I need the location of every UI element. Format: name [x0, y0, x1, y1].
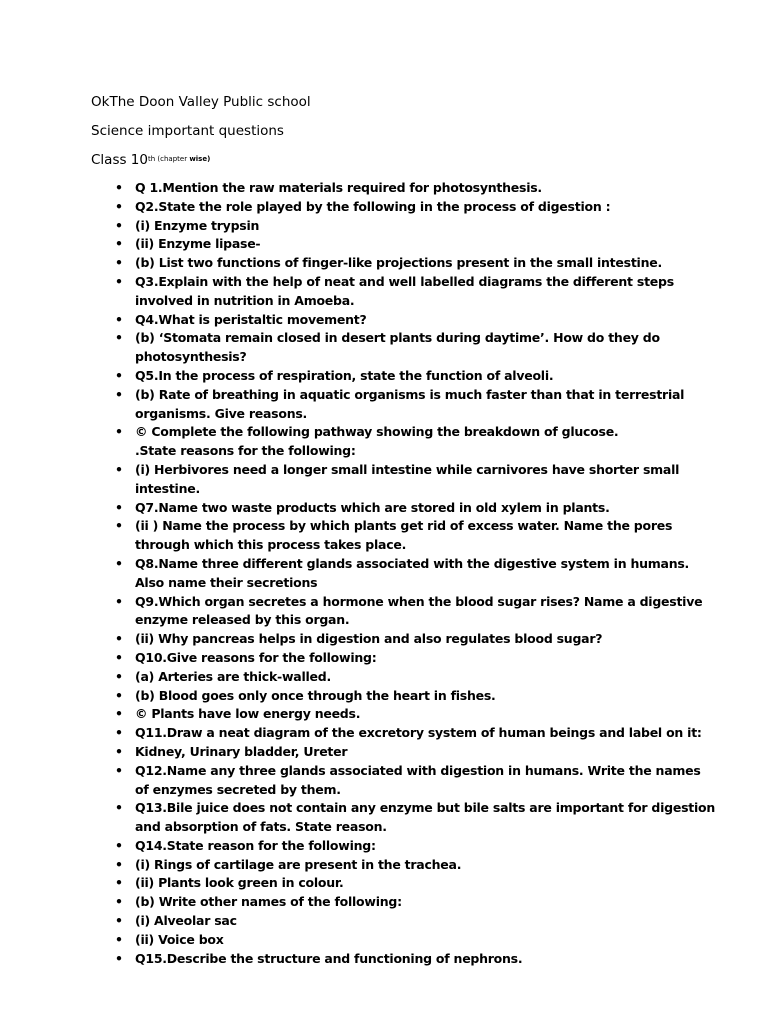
document-title: Science important questions — [91, 123, 284, 139]
question-item — [115, 593, 715, 631]
question-item — [115, 799, 715, 837]
bullet-icon: • — [115, 913, 123, 929]
bullet-icon: • — [115, 198, 123, 214]
bullet-icon: • — [115, 330, 123, 346]
question-item — [115, 423, 715, 442]
question-item — [115, 461, 715, 499]
bullet-icon: • — [115, 706, 123, 722]
question-text: Q12.Name any three glands associated with digestion in humans. Write the names of enzymes secreted by them. — [135, 762, 701, 797]
question-text: © Complete the following pathway showing the breakdown of glucose. — [135, 424, 619, 440]
question-text: (i) Alveolar sac — [135, 913, 237, 929]
bullet-icon: • — [115, 386, 123, 402]
question-text: Q 1.Mention the raw materials required for photosynthesis. — [135, 180, 542, 195]
question-item — [115, 386, 715, 424]
question-item — [115, 235, 715, 254]
question-text: (b) Write other names of the following: — [135, 894, 402, 910]
bullet-icon: • — [115, 631, 123, 647]
bullet-icon: • — [115, 950, 123, 966]
question-text: (ii ) Name the process by which plants get rid of excess water. Name the pores through which this process takes place. — [135, 518, 673, 553]
question-item — [115, 254, 715, 273]
bullet-icon: • — [115, 762, 123, 778]
question-text: (ii) Voice box — [135, 931, 224, 947]
question-text: Q10.Give reasons for the following: — [135, 649, 377, 665]
question-item — [115, 499, 715, 518]
question-text: Q3.Explain with the help of neat and well labelled diagrams the different steps involved in nutrition in Amoeba. — [135, 273, 674, 308]
question-item — [115, 273, 715, 311]
question-item — [115, 198, 715, 217]
question-text: (i) Rings of cartilage are present in the trachea. — [135, 856, 462, 872]
bullet-icon: • — [115, 856, 123, 872]
question-text: Q14.State reason for the following: — [135, 837, 376, 853]
bullet-icon: • — [115, 180, 123, 195]
question-item — [115, 668, 715, 687]
bullet-icon: • — [115, 725, 123, 741]
question-item — [115, 217, 715, 236]
bullet-icon: • — [115, 931, 123, 947]
bullet-icon: • — [115, 687, 123, 703]
question-item — [115, 705, 715, 724]
question-text: (ii) Plants look green in colour. — [135, 875, 344, 891]
question-text: (b) List two functions of finger-like projections present in the small intestine. — [135, 255, 662, 271]
question-item — [115, 931, 715, 950]
bullet-icon: • — [115, 800, 123, 816]
bullet-icon: • — [115, 875, 123, 891]
question-item — [115, 912, 715, 931]
bullet-icon: • — [115, 894, 123, 910]
question-text: Q13.Bile juice does not contain any enzyme but bile salts are important for digestion and absorption of fats. State reason. — [135, 800, 716, 835]
bullet-icon: • — [115, 236, 123, 252]
class-label — [91, 151, 210, 169]
question-item — [115, 837, 715, 856]
bullet-icon: • — [115, 649, 123, 665]
question-text: (i) Enzyme trypsin — [135, 217, 260, 233]
question-text: Q11.Draw a neat diagram of the excretory system of human beings and label on it: — [135, 725, 702, 741]
class-label-main: Class 10 — [91, 152, 148, 168]
question-text: .State reasons for the following: — [135, 443, 356, 459]
bullet-icon: • — [115, 311, 123, 327]
class-label-superscript — [148, 155, 210, 163]
question-text: (b) Rate of breathing in aquatic organisms is much faster than that in terrestrial organisms. Give reasons. — [135, 386, 685, 421]
question-text: Kidney, Urinary bladder, Ureter — [135, 743, 348, 759]
bullet-icon: • — [115, 518, 123, 534]
question-item — [115, 762, 715, 800]
question-item — [115, 743, 715, 762]
bullet-icon: • — [115, 255, 123, 271]
bullet-icon: • — [115, 461, 123, 477]
question-item — [115, 893, 715, 912]
question-item — [115, 649, 715, 668]
question-item — [115, 555, 715, 593]
question-text: (i) Herbivores need a longer small intestine while carnivores have shorter small intestine. — [135, 461, 680, 496]
bullet-icon: • — [115, 837, 123, 853]
bullet-icon: • — [115, 367, 123, 383]
question-text: (b) Blood goes only once through the heart in fishes. — [135, 687, 496, 703]
question-item — [115, 311, 715, 330]
question-text: Q9.Which organ secretes a hormone when the blood sugar rises? Name a digestive enzyme released by this organ. — [135, 593, 703, 628]
class-sup-text: th (chapter — [148, 155, 190, 163]
bullet-icon: • — [115, 593, 123, 609]
question-text: Q5.In the process of respiration, state the function of alveoli. — [135, 367, 554, 383]
bullet-icon: • — [115, 217, 123, 233]
school-name: OkThe Doon Valley Public school — [91, 94, 311, 110]
question-item — [115, 856, 715, 875]
question-text: (a) Arteries are thick-walled. — [135, 668, 331, 684]
question-item — [115, 517, 715, 555]
question-item — [115, 179, 715, 198]
question-item — [115, 367, 715, 386]
question-text: (ii) Why pancreas helps in digestion and also regulates blood sugar? — [135, 631, 603, 647]
class-sup-bold: wise) — [189, 155, 211, 163]
question-list — [115, 179, 715, 968]
question-item — [115, 724, 715, 743]
bullet-icon: • — [115, 555, 123, 571]
question-item — [115, 630, 715, 649]
bullet-icon: • — [115, 273, 123, 289]
bullet-icon: • — [115, 743, 123, 759]
question-item — [115, 329, 715, 367]
question-item — [115, 687, 715, 706]
bullet-icon: • — [115, 424, 123, 440]
question-text: Q7.Name two waste products which are stored in old xylem in plants. — [135, 499, 610, 515]
question-item — [115, 874, 715, 893]
question-text: (ii) Enzyme lipase- — [135, 236, 261, 252]
question-text: Q8.Name three different glands associated with the digestive system in humans. Also name their secretions — [135, 555, 690, 590]
bullet-icon: • — [115, 499, 123, 515]
question-text: Q4.What is peristaltic movement? — [135, 311, 367, 327]
question-text: © Plants have low energy needs. — [135, 706, 361, 722]
bullet-icon: • — [115, 668, 123, 684]
question-text: (b) ‘Stomata remain closed in desert plants during daytime’. How do they do photosynthesis? — [135, 330, 660, 365]
question-text: Q2.State the role played by the following in the process of digestion : — [135, 198, 611, 214]
question-item — [115, 442, 715, 461]
question-item — [115, 950, 715, 969]
question-text: Q15.Describe the structure and functioning of nephrons. — [135, 950, 523, 966]
